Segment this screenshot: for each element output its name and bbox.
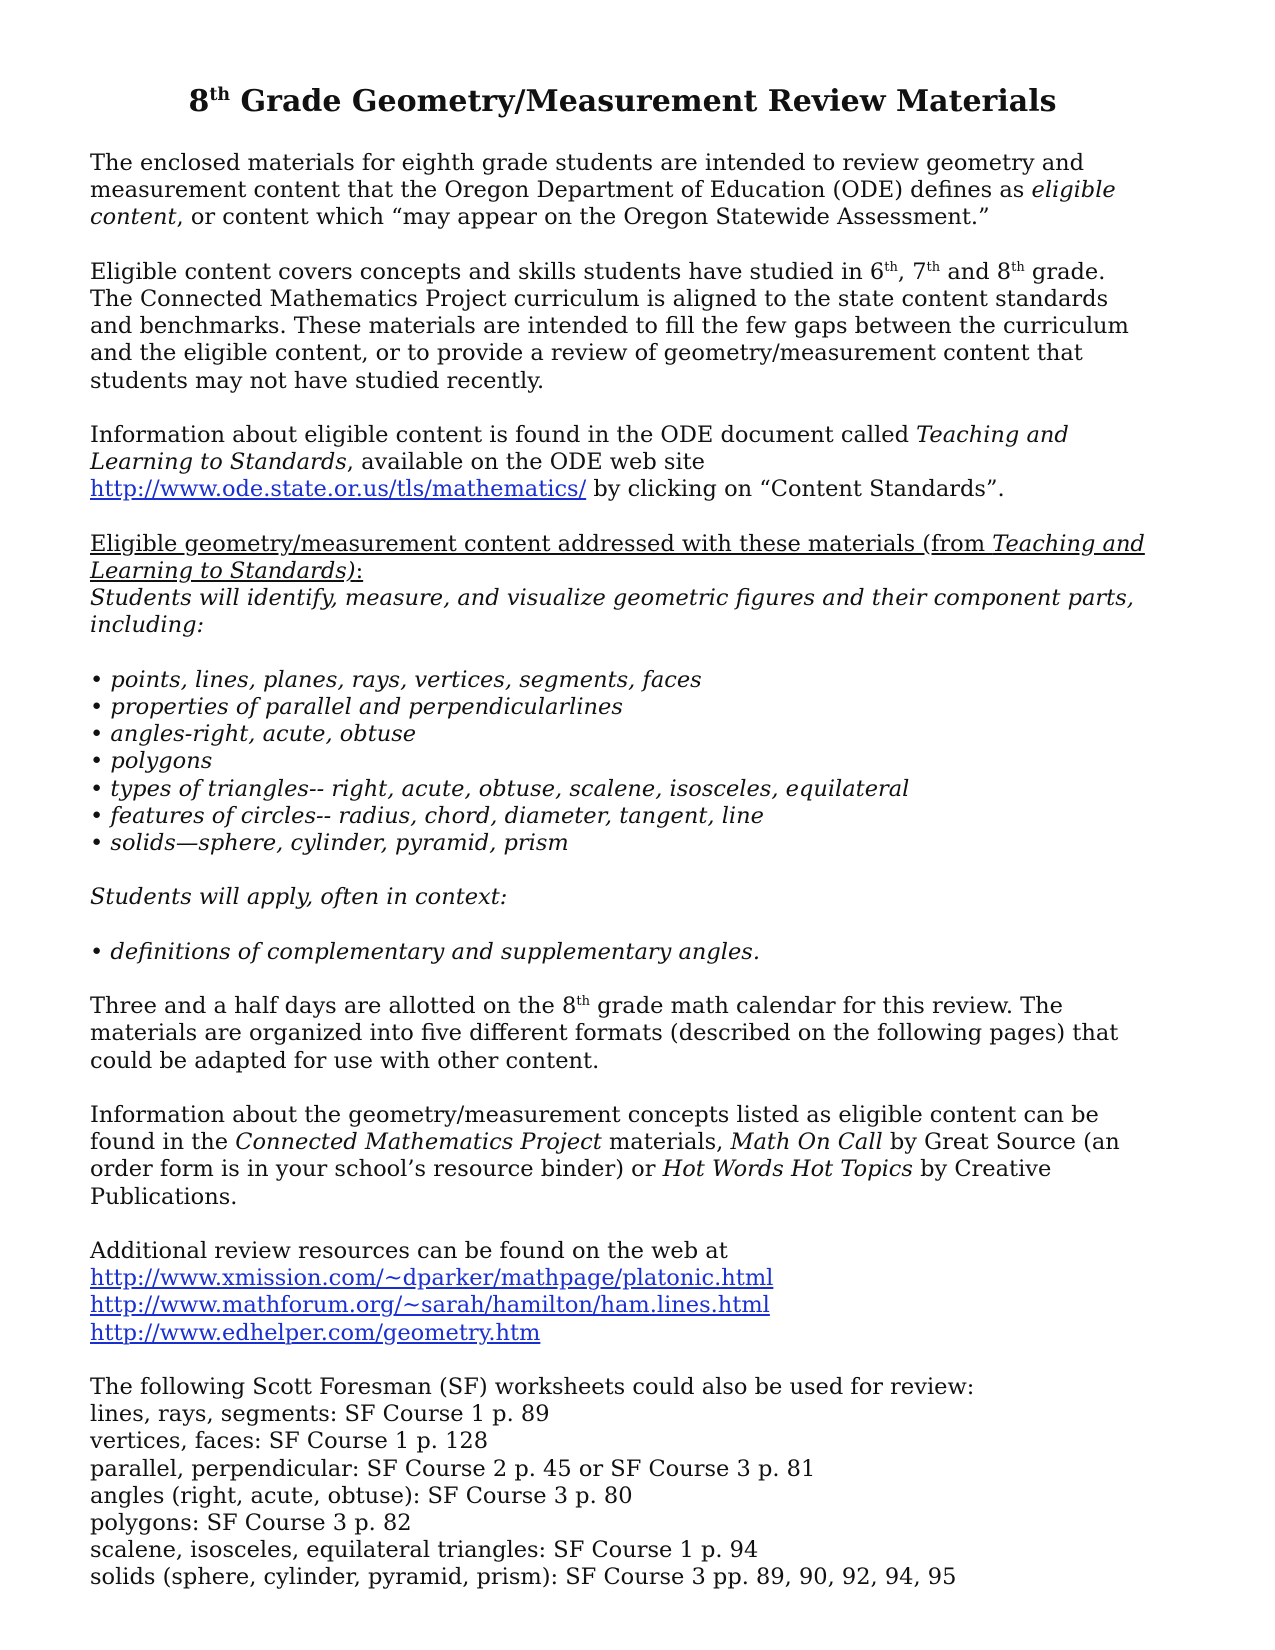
eligible-text-3: and 8 [940,258,1012,285]
calendar-text-2: grade math calendar for this review. The materials are organized into five different formats (described on the following pages) that could be adapted for use with other content. [90,993,1119,1074]
eligible-content-paragraph [90,259,1155,395]
eligible-heading-emphasis: Teaching and Learning to Standards) [90,530,1145,584]
apply-list [90,939,1155,966]
list-item: • definitions of complementary and supplementary angles. [90,938,761,965]
calendar-sup: th [576,994,590,1010]
identify-list [90,667,1155,857]
intro-text-2: , or content which “may appear on the Oregon Statewide Assessment.” [176,204,990,231]
ode-text-1: Information about eligible content is found in the ODE document called [90,422,917,448]
worksheet-line: polygons: SF Course 3 p. 82 [90,1510,412,1536]
intro-text-1: The enclosed materials for eighth grade students are intended to review geometry and measurement content that the Oregon Department of Education (ODE) defines as [90,150,1085,204]
identify-intro: Students will identify, measure, and visualize geometric figures and their component parts, including: [90,585,1134,639]
sources-text-4: by Creative Publications. [90,1156,1052,1210]
worksheet-line: solids (sphere, cylinder, pyramid, prism): SF Course 3 pp. 89, 90, 92, 94, 95 [90,1564,957,1591]
apply-intro: Students will apply, often in context: [90,884,508,911]
resource-link-row [90,1292,1155,1319]
eligible-text-1: Eligible content covers concepts and skills students have studied in 6 [90,258,885,285]
resource-link[interactable]: http://www.edhelper.com/geometry.htm [90,1319,541,1346]
intro-emphasis: eligible content [90,177,1116,231]
eligible-sup-1: th [884,259,898,275]
worksheets-block [90,1374,1155,1592]
page-title [90,82,1155,122]
ode-document-title: Teaching and Learning to Standards [90,422,1069,476]
resource-link[interactable]: http://www.xmission.com/~dparker/mathpage/platonic.html [90,1265,774,1292]
list-item: • features of circles-- radius, chord, diameter, tangent, line [90,802,764,829]
worksheet-line: vertices, faces: SF Course 1 p. 128 [90,1428,489,1455]
sources-paragraph [90,1102,1155,1211]
eligible-text-2: , 7 [897,258,927,285]
list-item: • polygons [90,748,213,775]
sources-text-3: by Great Source (an order form is in your school’s resource binder) or [90,1129,1120,1183]
sources-math-on-call-title: Math On Call [730,1129,883,1156]
ode-text-3: by clicking on “Content Standards”. [586,476,1005,503]
worksheet-line: scalene, isosceles, equilateral triangles: SF Course 1 p. 94 [90,1537,759,1564]
title-superscript: th [209,85,231,106]
intro-paragraph [90,150,1155,232]
ode-text-2: , available on the ODE web site [346,449,705,476]
resource-link-row [90,1320,1155,1347]
calendar-text-1: Three and a half days are allotted on the 8 [90,993,577,1020]
eligible-heading-colon: : [355,558,364,584]
eligible-heading-text-1: Eligible geometry/measurement content addressed with these materials (from [90,530,993,557]
resource-link[interactable]: http://www.mathforum.org/~sarah/hamilton/ham.lines.html [90,1292,770,1319]
eligible-sup-3: th [1011,259,1025,275]
resource-link-row [90,1265,1155,1292]
title-rest: Grade Geometry/Measurement Review Materials [230,84,1057,119]
sources-hot-words-title: Hot Words Hot Topics [662,1156,913,1183]
eligible-heading [90,531,1155,585]
worksheets-intro: The following Scott Foresman (SF) worksheets could also be used for review: [90,1373,975,1400]
title-lead: 8 [188,84,210,119]
calendar-paragraph [90,993,1155,1075]
sources-cmp-title: Connected Mathematics Project [235,1129,602,1156]
list-item: • properties of parallel and perpendicularlines [90,694,623,720]
worksheet-line: angles (right, acute, obtuse): SF Course 3 p. 80 [90,1482,633,1509]
list-item: • angles-right, acute, obtuse [90,721,417,748]
sources-text-2: materials, [601,1129,731,1156]
worksheet-line: parallel, perpendicular: SF Course 2 p. 45 or SF Course 3 p. 81 [90,1455,816,1482]
ode-website-link[interactable]: http://www.ode.state.or.us/tls/mathematics/ [90,476,587,503]
list-item: • solids—sphere, cylinder, pyramid, prism [90,830,569,857]
list-item: • types of triangles-- right, acute, obtuse, scalene, isosceles, equilateral [90,775,910,802]
list-item: • points, lines, planes, rays, vertices, segments, faces [90,666,702,693]
resources-block [90,1238,1155,1347]
worksheet-line: lines, rays, segments: SF Course 1 p. 89 [90,1401,550,1428]
ode-info-paragraph [90,422,1155,504]
resources-intro: Additional review resources can be found on the web at [90,1237,728,1264]
eligible-text-4: grade. The Connected Mathematics Project curriculum is aligned to the state content standards and benchmarks. These materials are intended to fill the few gaps between the curriculum and the eligible content, or to provide a review of geometry/measurement content that students may not have studied recently. [90,258,1129,394]
sources-text-1: Information about the geometry/measurement concepts listed as eligible content can be found in the [90,1101,1099,1156]
eligible-sup-2: th [926,259,941,275]
